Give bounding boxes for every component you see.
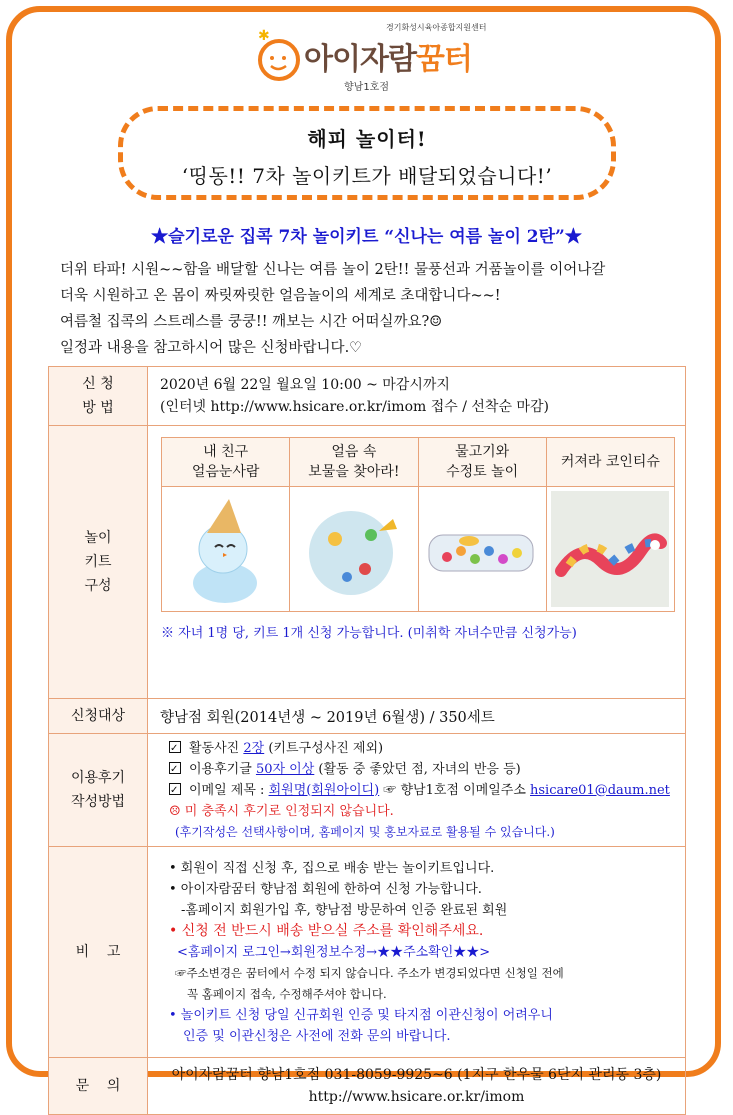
contact-value: 아이자람꿈터 향남1호점 031-8059-9925~6 (1지구 한우물 6단지 관리동 3층) http://www.hsicare.or.kr/imom	[148, 1058, 686, 1115]
intro-line: 여름철 집콕의 스트레스를 쿵쿵!! 깨보는 시간 어떠실까요?☺	[60, 314, 443, 330]
logo	[256, 18, 496, 100]
row-apply	[49, 367, 686, 426]
review-item-text: ✓이용후기글 50자 이상 (활동 중 좋았던 점, 자녀의 반응 등)	[169, 759, 684, 780]
kit-name-1: 내 친구 얼음눈사람	[162, 438, 290, 487]
note-line: ☞주소변경은 꿈터에서 수정 되지 않습니다. 주소가 변경되었다면 신청일 전에	[175, 965, 564, 980]
child-face-logo-icon	[256, 26, 302, 84]
fish-water-bead-photo	[423, 491, 541, 607]
note-line: 꼭 홈페이지 접속, 수정해주셔야 합니다.	[187, 986, 387, 1001]
kit-photo-4	[546, 487, 674, 612]
row-review	[49, 734, 686, 847]
notes-value	[148, 847, 686, 1058]
checkbox-icon	[169, 783, 181, 795]
review-sub-note: (후기작성은 선택사항이며, 홈페이지 및 홍보자료로 활용될 수 있습니다.)	[175, 824, 555, 839]
ice-treasure-photo	[295, 491, 413, 607]
logo-branch: 향남1호점	[344, 82, 390, 93]
review-item-email: ✓이메일 제목 : 회원명(회원아이디) ☞ 향남1호점 이메일주소 hsicare01@daum.net	[169, 780, 684, 801]
row-contact	[49, 1058, 686, 1115]
row-notes	[49, 847, 686, 1058]
note-line: • 신청 전 반드시 배송 받으실 주소를 확인해주세요.	[169, 922, 484, 939]
intro-line: 일정과 내용을 참고하시어 많은 신청바랍니다.♡	[60, 340, 363, 356]
homepage-link[interactable]: http://www.hsicare.or.kr/imom	[308, 1089, 525, 1105]
kit-name-3: 물고기와 수정토 놀이	[418, 438, 546, 487]
kit-subtitle: ★슬기로운 집콕 7차 놀이키트 “신나는 여름 놀이 2탄”★	[151, 227, 582, 247]
note-line: • 회원이 직접 신청 후, 집으로 배송 받는 놀이키트입니다.	[169, 860, 495, 876]
kit-photo-1	[162, 487, 290, 612]
kit-note: ※ 자녀 1명 당, 키트 1개 신청 가능합니다. (미취학 자녀수만큼 신청가능)	[161, 626, 577, 641]
logo-org-text: 경기화성시육아종합지원센터	[386, 23, 487, 32]
review-value	[148, 734, 686, 847]
note-line: • 아이자람꿈터 향남점 회원에 한하여 신청 가능합니다.	[169, 881, 482, 897]
coin-tissue-worm-photo	[551, 491, 669, 607]
row-kit	[49, 426, 686, 699]
intro-line: 더위 타파! 시원~~함을 배달할 신나는 여름 놀이 2탄!! 물풍선과 거품놀이를 이어나갈	[60, 262, 606, 278]
target-label: 신청대상	[49, 699, 148, 734]
kit-photo-2	[290, 487, 418, 612]
email-link[interactable]: hsicare01@daum.net	[530, 782, 670, 798]
headline-subtitle: ‘띵동!! 7차 놀이키트가 배달되었습니다!’	[181, 164, 553, 188]
checkbox-icon	[169, 762, 181, 774]
checkbox-icon	[169, 741, 181, 753]
note-line: <홈페이지 로그인→회원정보수정→★★주소확인★★>	[177, 944, 491, 960]
kit-name-2: 얼음 속 보물을 찾아라!	[290, 438, 418, 487]
intro-text	[60, 257, 700, 361]
row-target	[49, 699, 686, 734]
headline-title: 해피 놀이터!	[307, 127, 427, 151]
review-warning: ☹ 미 충족시 후기로 인정되지 않습니다.	[169, 803, 394, 819]
svg-text:✱: ✱	[258, 28, 270, 44]
logo-name: 아이자람꿈터	[304, 42, 472, 77]
note-line: -홈페이지 회원가입 후, 향남점 방문하여 인증 완료된 회원	[181, 902, 508, 918]
note-line: • 놀이키트 신청 당일 신규회원 인증 및 타지점 이관신청이 어려우니	[169, 1007, 553, 1023]
review-item-photos: ✓활동사진 2장 (키트구성사진 제외)	[169, 738, 684, 759]
kit-name-4: 커져라 코인티슈	[546, 438, 674, 487]
info-table	[48, 366, 686, 1115]
contact-label: 문 의	[49, 1058, 148, 1115]
kit-label: 놀이 키트 구성	[49, 426, 148, 699]
notes-label: 비 고	[49, 847, 148, 1058]
intro-line: 더욱 시원하고 온 몸이 짜릿짜릿한 얼음놀이의 세계로 초대합니다~~!	[60, 288, 501, 304]
ice-snowman-photo	[167, 491, 285, 607]
apply-value: 2020년 6월 22일 월요일 10:00 ~ 마감시까지 (인터넷 http://www.hsicare.or.kr/imom 접수 / 선착순 마감)	[148, 367, 686, 426]
apply-label: 신 청 방 법	[49, 367, 148, 426]
note-line: 인증 및 이관신청은 사전에 전화 문의 바랍니다.	[183, 1028, 451, 1044]
headline-box	[118, 106, 616, 200]
review-label: 이용후기 작성방법	[49, 734, 148, 847]
kit-photo-3	[418, 487, 546, 612]
kit-grid	[161, 437, 675, 612]
target-value: 향남점 회원(2014년생 ~ 2019년 6월생) / 350세트	[148, 699, 686, 734]
kit-value	[148, 426, 686, 699]
